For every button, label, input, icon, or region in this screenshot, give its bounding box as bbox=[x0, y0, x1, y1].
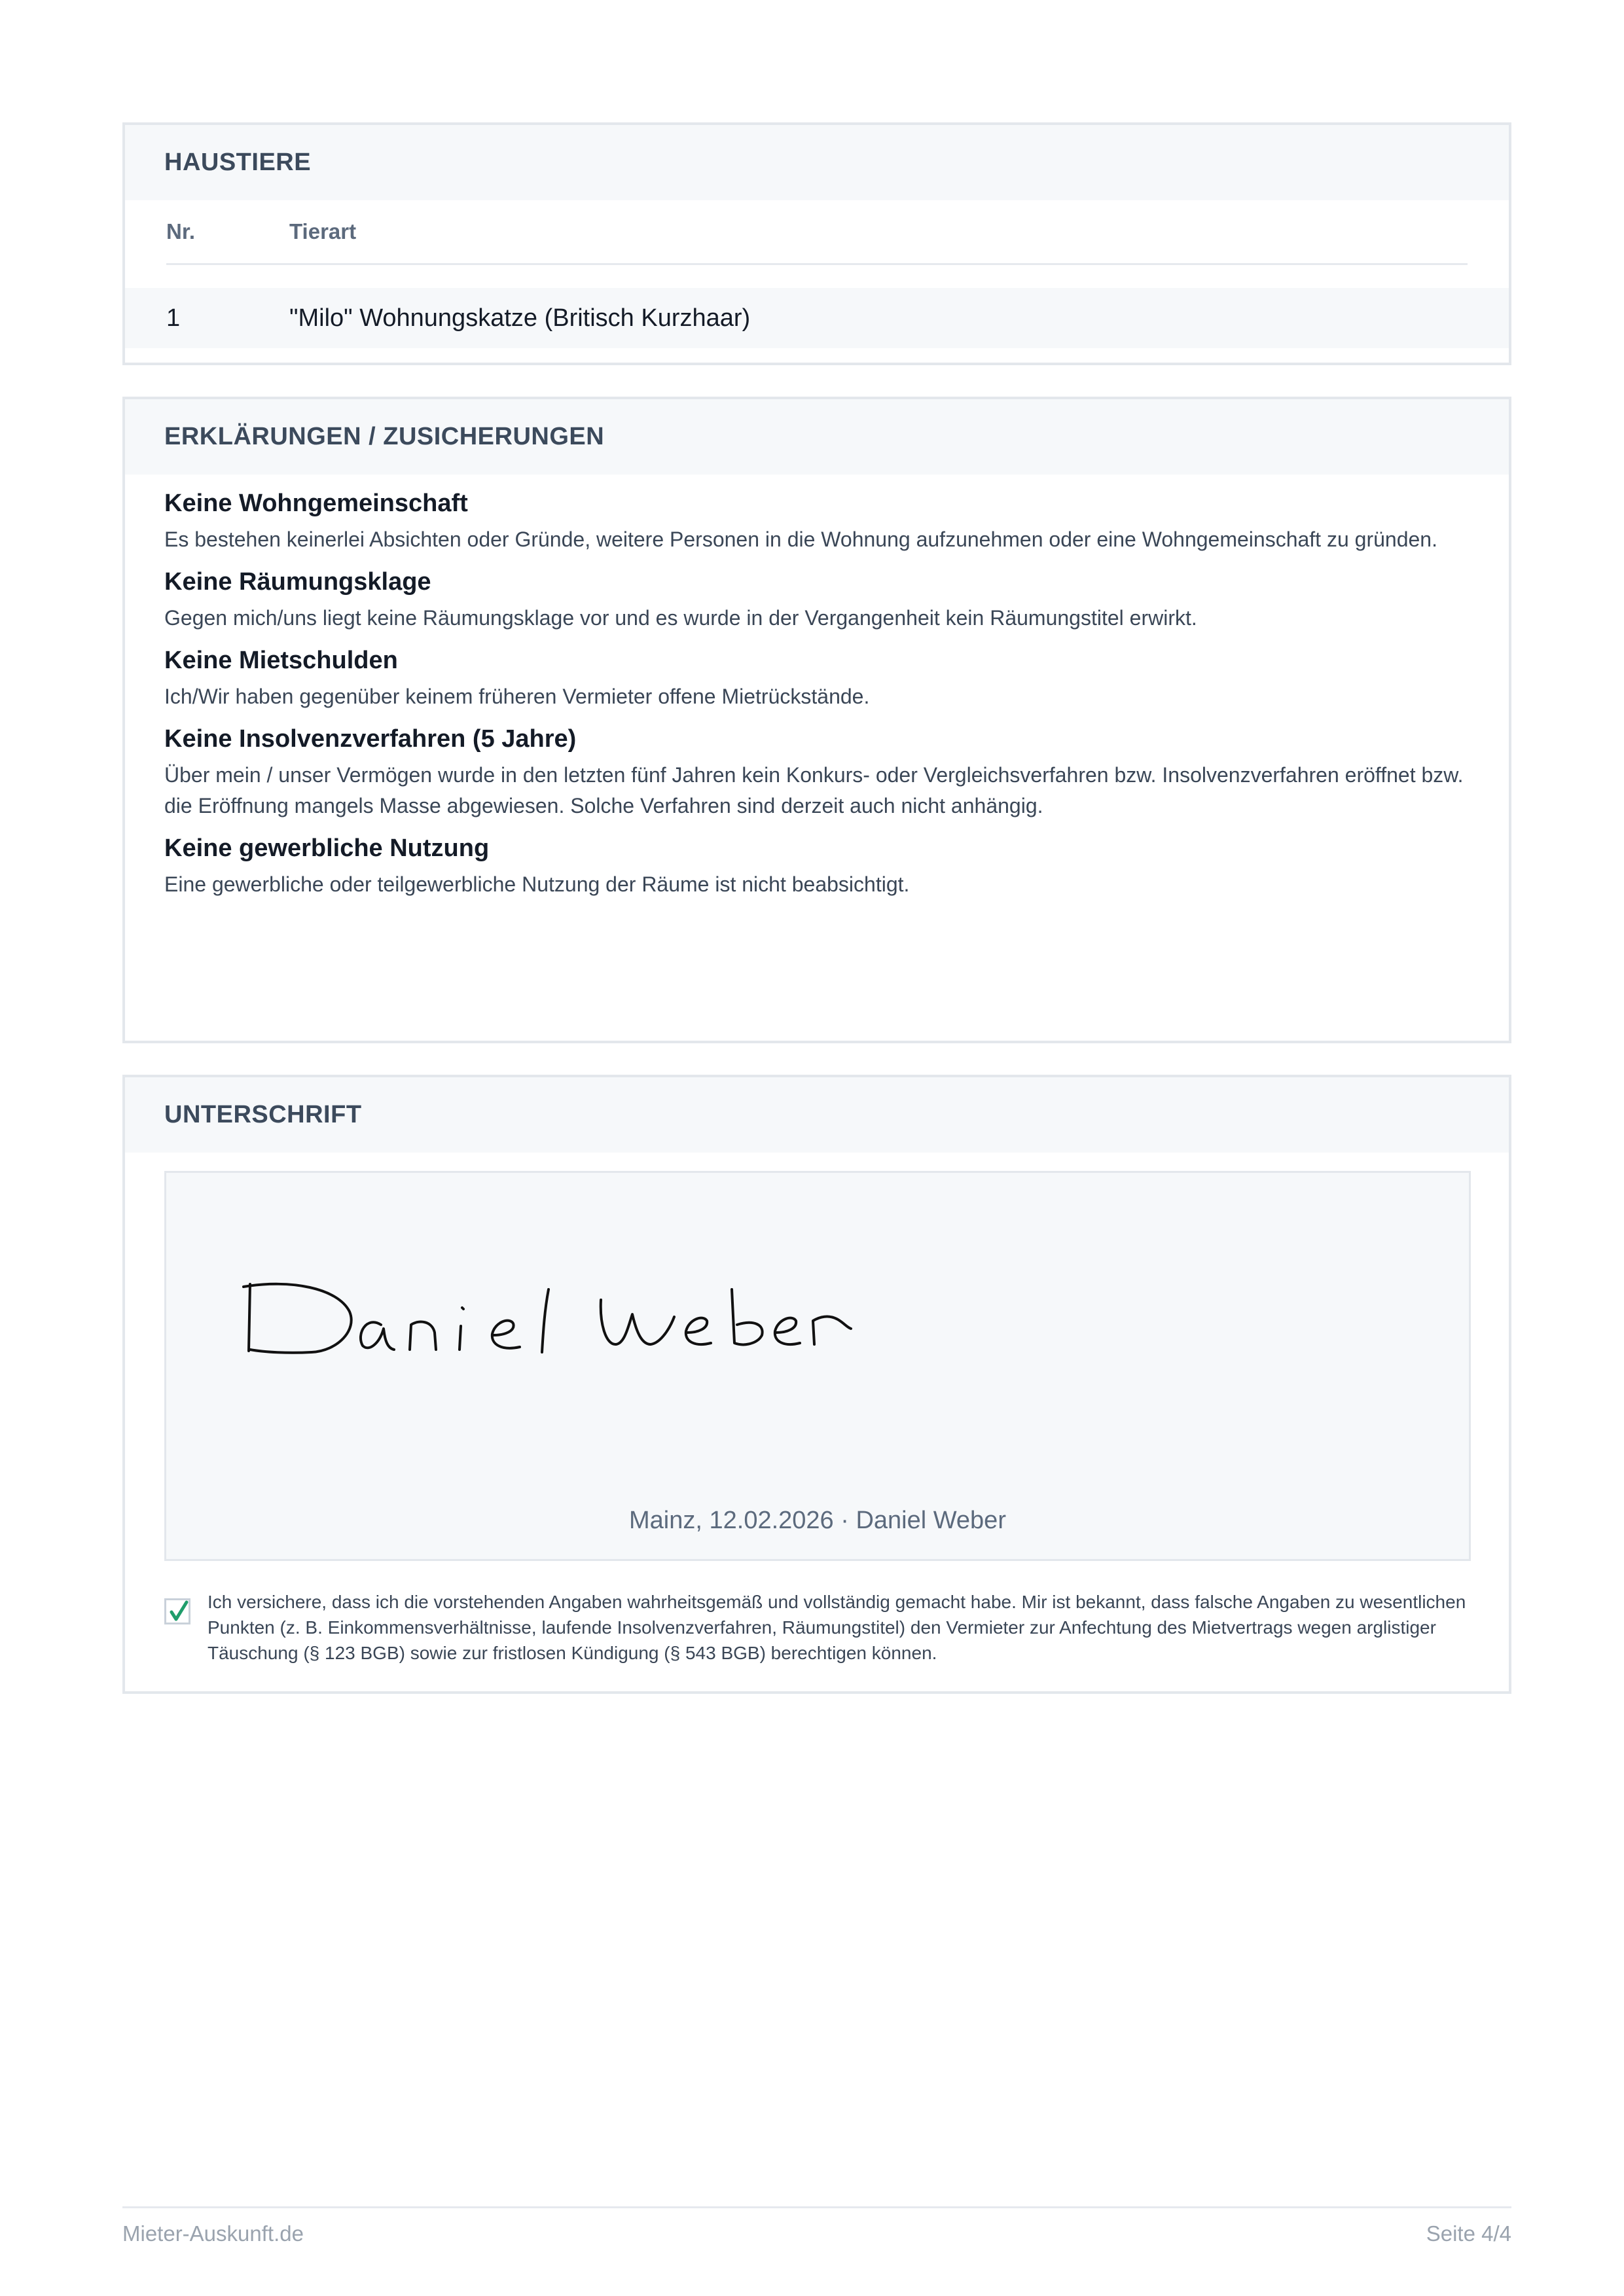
declaration-title: Keine Insolvenzverfahren (5 Jahre) bbox=[164, 725, 577, 753]
cell-nr: 1 bbox=[166, 304, 181, 332]
page-number: Seite 4/4 bbox=[1426, 2221, 1511, 2246]
pets-section bbox=[122, 122, 1511, 365]
declarations-section-title: ERKLÄRUNGEN / ZUSICHERUNGEN bbox=[125, 399, 1509, 475]
column-header-tierart: Tierart bbox=[289, 219, 357, 243]
declaration-title: Keine Wohngemeinschaft bbox=[164, 490, 468, 517]
page-footer bbox=[122, 2206, 1511, 2246]
signature-section bbox=[122, 1075, 1511, 1694]
signature-pad[interactable] bbox=[164, 1171, 1471, 1561]
confirmation-text: Ich versichere, dass ich die vorstehenden Angaben wahrheitsgemäß und vollständig gemacht habe. Mir ist bekannt, dass falsche Angaben zu wesentlichen Punkten (z. B. Einkommensverhältnisse, laufende Insolvenzverfahren, Räumungstitel) den Vermieter zur Anfechtung des Mietvertrags wegen arglistiger Täuschung (§ 123 BGB) sowie zur fristlosen Kündigung (§ 543 BGB) berechtigen können. bbox=[208, 1592, 1466, 1663]
pets-section-title: HAUSTIERE bbox=[125, 125, 1509, 200]
checkmark-icon bbox=[168, 1599, 190, 1625]
declaration-text: Gegen mich/uns liegt keine Räumungsklage vor und es wurde in der Vergangenheit kein Räumungstitel erwirkt. bbox=[164, 606, 1197, 630]
signature-section-title: UNTERSCHRIFT bbox=[125, 1077, 1509, 1153]
cell-tierart: "Milo" Wohnungskatze (Britisch Kurzhaar) bbox=[289, 304, 751, 332]
signature-caption: Mainz, 12.02.2026 · Daniel Weber bbox=[629, 1507, 1006, 1534]
pets-table-header bbox=[166, 200, 1468, 265]
declarations-list bbox=[125, 475, 1509, 900]
declaration-text: Ich/Wir haben gegenüber keinem früheren Vermieter offene Mietrückstände. bbox=[164, 685, 870, 708]
confirmation-row bbox=[164, 1589, 1471, 1666]
column-header-nr: Nr. bbox=[166, 219, 196, 243]
confirmation-checkbox[interactable] bbox=[164, 1598, 190, 1624]
list-item bbox=[164, 485, 1470, 555]
declaration-title: Keine Mietschulden bbox=[164, 647, 398, 674]
list-item bbox=[164, 564, 1470, 634]
declaration-text: Über mein / unser Vermögen wurde in den letzten fünf Jahren kein Konkurs- oder Vergleichsverfahren bzw. Insolvenzverfahren eröffnet bzw. die Eröffnung mangels Masse abgewiesen. Solche Verfahren sind derzeit auch nicht anhängig. bbox=[164, 763, 1464, 817]
list-item bbox=[164, 830, 1470, 900]
list-item bbox=[164, 721, 1470, 821]
list-item bbox=[164, 642, 1470, 712]
declaration-text: Eine gewerbliche oder teilgewerbliche Nutzung der Räume ist nicht beabsichtigt. bbox=[164, 872, 910, 896]
handwritten-signature bbox=[166, 1173, 1469, 1559]
footer-site-name: Mieter-Auskunft.de bbox=[122, 2221, 304, 2246]
declaration-title: Keine gewerbliche Nutzung bbox=[164, 834, 490, 862]
table-row bbox=[125, 288, 1509, 348]
declaration-text: Es bestehen keinerlei Absichten oder Gründe, weitere Personen in die Wohnung aufzunehmen oder eine Wohngemeinschaft zu gründen. bbox=[164, 528, 1437, 551]
declarations-section bbox=[122, 397, 1511, 1043]
declaration-title: Keine Räumungsklage bbox=[164, 568, 431, 596]
